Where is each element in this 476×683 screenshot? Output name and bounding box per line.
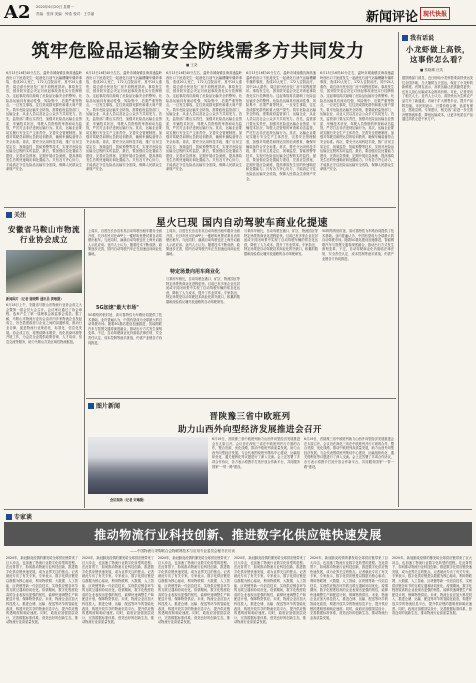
expert-subline: ——中国物流与采购联合会物联网技术与应用专业委员会秘书长访谈 — [130, 549, 235, 553]
photo-news-title-2: 助力山西外向型经济发展推进会召开 — [177, 425, 322, 435]
tech-story-body-col2b: 与乘用车相比，自动驾驶在港口、矿区、物流园区等特定场景的商业化进程更快。目前已有多家企业在封闭或半封闭场景中实现了自动驾驶车辆的常态化运营，降低了人力成本，提升了作业效率。专家指出，特定场景是自动驾驶技术商业化的突破口，积累的数据和经验将反哺开放道路的自动驾驶研发。 — [166, 277, 240, 304]
editor-line: 责编：张萍 美编：钟浩 校对：王学丽 — [36, 12, 95, 16]
expert-headline-banner — [4, 522, 472, 546]
tech-story-body-col1a: 上周末，百度在长沙宣布其自动驾驶出租车服务全面开放，长沙市民可在APP上一键呼叫免费试乘自动驾驶出租车。与此同时，滴滴自动驾驶也在上海开启载人示范应用。业内人士认为，随着技术不断成熟、政策逐步完善，国内自动驾驶汽车正在加速迈向商业化落地。 — [88, 229, 162, 256]
local-news-title: 安徽省马鞍山市物流行业协会成立 — [8, 225, 80, 244]
sidebar-body: 据铁路部门消息，近日盱眙小龙虾搭乘高铁快运发往全国多地，当天捕捞当天送达，保证了小龙虾的新鲜度。有网友表示，高铁运输让美食跑得更快；也有人担心运输成本会推高价格。对此，记者采访了相关人士。业内人士认为，高铁快运为生鲜农产品打开了新通道，有助于扩大销售半径，提升产品附加值。市民则表示，只要价格合理、品质有保证，愿意尝鲜。专家建议，相关部门应进一步完善冷链物流体系，降低运输成本，让更多优质农产品通过高铁走进千家万户。 — [402, 76, 473, 122]
column-divider — [398, 32, 399, 507]
masthead — [0, 0, 476, 26]
photo-news-image — [88, 437, 208, 494]
main-story-byline: ■ 王尧 — [186, 63, 198, 67]
expert-body-col5: 2020年，新冠肺炎疫情的暴发给全球供应链带来了巨大冲击，也加速了物流行业数字化转型的进程。在此背景下，如何推动物流行业科技创新，推进数字化供应链快速发展，成为业界关注的焦点。记者就此专访了有关专家。专家表示，数字化供应链是以数据为核心驱动，利用物联网、大数据、人工智能、区块链等新一代信息技术，实现供应链各环节的互联互通和协同优化。疫情期间，数字化程度较高的企业表现出更强的韧性，能够快速调整生产和配送计划，保障物资供应。未来，物流企业应加大科技投入，推进仓储、运输、配送等环节的智能化改造，构建开放共享的物流信息平台，提升供应链的透明度和响应速度。同时，政府应加强顶层设计，完善数据标准体系，营造良好的创新生态，推动物流行业高质量发展。 — [310, 556, 388, 620]
expert-headline: 推动物流行业科技创新、推进数字化供应链快速发展 — [94, 527, 382, 542]
expert-body-col6: 2020年，新冠肺炎疫情的暴发给全球供应链带来了巨大冲击，也加速了物流行业数字化转型的进程。在此背景下，如何推动物流行业科技创新，推进数字化供应链快速发展，成为业界关注的焦点。记者就此专访了有关专家。专家表示，数字化供应链是以数据为核心驱动，利用物联网、大数据、人工智能、区块链等新一代信息技术，实现供应链各环节的互联互通和协同优化。疫情期间，数字化程度较高的企业表现出更强的韧性，能够快速调整生产和配送计划，保障物资供应。未来，物流企业应加大科技投入，推进仓储、运输、配送等环节的智能化改造，构建开放共享的物流信息平台，提升供应链的透明度和响应速度。同时，政府应加强顶层设计，完善数据标准体系，营造良好的创新生态，推动物流行业高质量发展。 — [392, 556, 472, 616]
local-news-tag-label: 关注 — [14, 212, 27, 219]
tag-marker-icon — [88, 403, 94, 409]
page-code: A2 — [4, 2, 31, 23]
main-story-title: 筑牢危险品运输安全防线需多方共同发力 — [31, 41, 365, 62]
section-divider-3 — [4, 509, 472, 510]
main-story-body-col3: 6月13日16时40分左右，温岭市城南镇沈海高速温岭西出口下匝道发生一起液化石油气运输槽罐车爆炸事故，造成20人死亡，172人住院治疗，其中24人重伤，周边部分民房及厂房不同程度损坏。事故发生后，国务院安委会决定对该起事故查处实行挂牌督办。这起事故再次敲响了危险品运输安全的警钟。危险品运输具有流动性强、风险集中、后果严重等特点，一旦发生事故，往往造成群死群伤和重大财产损失。筑牢危险品运输安全防线，需要政府监管部门、运输企业、从业人员以及社会公众多方共同发力。首先，监管部门要压实责任，加强对危险品运输企业资质、车辆技术状况、驾驶人员资格的审查和动态监管，严厉打击非法违规运输行为。其次，运输企业要切实履行安全生产主体责任，完善安全管理制度，加强对驾驶员和押运员的培训教育，确保车辆装备符合安全标准。再次，要充分运用科技手段，推广应用卫星定位、视频监控、智能预警等技术，实现对危险品运输全过程的实时监控。最后，要加强应急处置能力建设，完善应急预案，定期开展应急演练，提高事故发生后的快速响应和处置能力。只有各方齐心协力，才能真正守住危险品运输安全底线，保障人民群众生命财产安全。 — [166, 71, 242, 172]
sidebar-tag-label: 我有话说 — [410, 35, 435, 42]
expert-body-col3: 2020年，新冠肺炎疫情的暴发给全球供应链带来了巨大冲击，也加速了物流行业数字化转型的进程。在此背景下，如何推动物流行业科技创新，推进数字化供应链快速发展，成为业界关注的焦点。记者就此专访了有关专家。专家表示，数字化供应链是以数据为核心驱动，利用物联网、大数据、人工智能、区块链等新一代信息技术，实现供应链各环节的互联互通和协同优化。疫情期间，数字化程度较高的企业表现出更强的韧性，能够快速调整生产和配送计划，保障物资供应。未来，物流企业应加大科技投入，推进仓储、运输、配送等环节的智能化改造，构建开放共享的物流信息平台，提升供应链的透明度和响应速度。同时，政府应加强顶层设计，完善数据标准体系，营造良好的创新生态，推动物流行业高质量发展。 — [158, 556, 230, 625]
expert-tag — [6, 512, 32, 521]
tech-story-body-col4: 5G网络的低时延、高可靠特性为车路协同提供了技术基础。业内普遍认为，中国有望成为全球最大的自动驾驶市场。随着5G基站建设加速推进，智能网联汽车与智慧交通将深度融合，推动出行方式发生深刻变革。不过，自动驾驶商业化仍面临法律法规、安全责任认定、成本控制等诸多挑战，仍需产业链各方协同推进。 — [322, 229, 394, 261]
section-title: 新闻评论 — [366, 10, 419, 25]
sidebar-title: 小龙虾做上高铁，这事你怎么看？ — [406, 45, 470, 64]
main-story-body-col4: 6月13日16时40分左右，温岭市城南镇沈海高速温岭西出口下匝道发生一起液化石油气运输槽罐车爆炸事故，造成20人死亡，172人住院治疗，其中24人重伤，周边部分民房及厂房不同程度损坏。事故发生后，国务院安委会决定对该起事故查处实行挂牌督办。这起事故再次敲响了危险品运输安全的警钟。危险品运输具有流动性强、风险集中、后果严重等特点，一旦发生事故，往往造成群死群伤和重大财产损失。筑牢危险品运输安全防线，需要政府监管部门、运输企业、从业人员以及社会公众多方共同发力。首先，监管部门要压实责任，加强对危险品运输企业资质、车辆技术状况、驾驶人员资格的审查和动态监管，严厉打击非法违规运输行为。其次，运输企业要切实履行安全生产主体责任，完善安全管理制度，加强对驾驶员和押运员的培训教育，确保车辆装备符合安全标准。再次，要充分运用科技手段，推广应用卫星定位、视频监控、智能预警等技术，实现对危险品运输全过程的实时监控。最后，要加强应急处置能力建设，完善应急预案，定期开展应急演练，提高事故发生后的快速响应和处置能力。只有各方齐心协力，才能真正守住危险品运输安全底线，保障人民群众生命财产安全。 — [246, 71, 316, 181]
local-news-divider — [84, 209, 85, 508]
local-news-photo — [6, 250, 82, 293]
photo-news-body-col2: 6月19日，晋陕豫三省中欧班列助力山西外向型经济发展推进会在太原召开。会议旨在深化三省在中欧班列开行方面的合作，整合货源、优化线路，推动中欧班列高质量发展，助力山西外向型经济发展。与会代表围绕班列集结中心建设、运输组织优化、通关便利化等议题进行了深入交流。会上还签署了多项合作协议，各方表示将携手打造开放合作新平台，共同服务国家"一带一路"建设。 — [304, 437, 394, 469]
photo-news-tag — [88, 401, 120, 410]
tech-story-subhead-1: 特定场景向用车商业化 — [170, 269, 221, 275]
tag-marker-icon — [6, 212, 12, 218]
tag-marker-icon — [6, 514, 12, 520]
section-divider-1 — [4, 207, 396, 208]
main-story-body-col2: 6月13日16时40分左右，温岭市城南镇沈海高速温岭西出口下匝道发生一起液化石油气运输槽罐车爆炸事故，造成20人死亡，172人住院治疗，其中24人重伤，周边部分民房及厂房不同程度损坏。事故发生后，国务院安委会决定对该起事故查处实行挂牌督办。这起事故再次敲响了危险品运输安全的警钟。危险品运输具有流动性强、风险集中、后果严重等特点，一旦发生事故，往往造成群死群伤和重大财产损失。筑牢危险品运输安全防线，需要政府监管部门、运输企业、从业人员以及社会公众多方共同发力。首先，监管部门要压实责任，加强对危险品运输企业资质、车辆技术状况、驾驶人员资格的审查和动态监管，严厉打击非法违规运输行为。其次，运输企业要切实履行安全生产主体责任，完善安全管理制度，加强对驾驶员和押运员的培训教育，确保车辆装备符合安全标准。再次，要充分运用科技手段，推广应用卫星定位、视频监控、智能预警等技术，实现对危险品运输全过程的实时监控。最后，要加强应急处置能力建设，完善应急预案，定期开展应急演练，提高事故发生后的快速响应和处置能力。只有各方齐心协力，才能真正守住危险品运输安全底线，保障人民群众生命财产安全。 — [86, 71, 162, 172]
local-news-tag — [6, 210, 26, 219]
expert-body-col4: 2020年，新冠肺炎疫情的暴发给全球供应链带来了巨大冲击，也加速了物流行业数字化转型的进程。在此背景下，如何推动物流行业科技创新，推进数字化供应链快速发展，成为业界关注的焦点。记者就此专访了有关专家。专家表示，数字化供应链是以数据为核心驱动，利用物联网、大数据、人工智能、区块链等新一代信息技术，实现供应链各环节的互联互通和协同优化。疫情期间，数字化程度较高的企业表现出更强的韧性，能够快速调整生产和配送计划，保障物资供应。未来，物流企业应加大科技投入，推进仓储、运输、配送等环节的智能化改造，构建开放共享的物流信息平台，提升供应链的透明度和响应速度。同时，政府应加强顶层设计，完善数据标准体系，营造良好的创新生态，推动物流行业高质量发展。 — [234, 556, 306, 625]
expert-tag-label: 专家谈 — [14, 514, 33, 521]
photo-news-caption: 会议现场（记者 宋琳摄） — [110, 498, 147, 502]
photo-news-tag-label: 图片新闻 — [96, 403, 121, 410]
tech-story-title: 星火已现 国内自动驾驶车商业化提速 — [156, 218, 328, 229]
expert-body-col1: 2020年，新冠肺炎疫情的暴发给全球供应链带来了巨大冲击，也加速了物流行业数字化转型的进程。在此背景下，如何推动物流行业科技创新，推进数字化供应链快速发展，成为业界关注的焦点。记者就此专访了有关专家。专家表示，数字化供应链是以数据为核心驱动，利用物联网、大数据、人工智能、区块链等新一代信息技术，实现供应链各环节的互联互通和协同优化。疫情期间，数字化程度较高的企业表现出更强的韧性，能够快速调整生产和配送计划，保障物资供应。未来，物流企业应加大科技投入，推进仓储、运输、配送等环节的智能化改造，构建开放共享的物流信息平台，提升供应链的透明度和响应速度。同时，政府应加强顶层设计，完善数据标准体系，营造良好的创新生态，推动物流行业高质量发展。 — [6, 556, 78, 625]
date-line: 2020年6月20日 星期一 — [36, 5, 74, 9]
tag-marker-icon — [402, 35, 408, 41]
sidebar-tag — [402, 33, 434, 42]
paper-name: 现代快报 — [420, 7, 450, 20]
sidebar-byline: ■ 蔡晓琳 汪英 — [420, 68, 444, 72]
main-story-body-col1: 6月13日16时40分左右，温岭市城南镇沈海高速温岭西出口下匝道发生一起液化石油气运输槽罐车爆炸事故，造成20人死亡，172人住院治疗，其中24人重伤，周边部分民房及厂房不同程度损坏。事故发生后，国务院安委会决定对该起事故查处实行挂牌督办。这起事故再次敲响了危险品运输安全的警钟。危险品运输具有流动性强、风险集中、后果严重等特点，一旦发生事故，往往造成群死群伤和重大财产损失。筑牢危险品运输安全防线，需要政府监管部门、运输企业、从业人员以及社会公众多方共同发力。首先，监管部门要压实责任，加强对危险品运输企业资质、车辆技术状况、驾驶人员资格的审查和动态监管，严厉打击非法违规运输行为。其次，运输企业要切实履行安全生产主体责任，完善安全管理制度，加强对驾驶员和押运员的培训教育，确保车辆装备符合安全标准。再次，要充分运用科技手段，推广应用卫星定位、视频监控、智能预警等技术，实现对危险品运输全过程的实时监控。最后，要加强应急处置能力建设，完善应急预案，定期开展应急演练，提高事故发生后的快速响应和处置能力。只有各方齐心协力，才能真正守住危险品运输安全底线，保障人民群众生命财产安全。 — [6, 71, 82, 172]
photo-news-title-1: 晋陕豫三省中欧班列 — [209, 412, 291, 422]
tech-story-subhead-2: 5G加速"最大市场" — [96, 305, 139, 311]
tech-story-body-col1b: 5G网络的低时延、高可靠特性为车路协同提供了技术基础。业内普遍认为，中国有望成为全球最大的自动驾驶市场。随着5G基站建设加速推进，智能网联汽车与智慧交通将深度融合，推动出行方式发生深刻变革。不过，自动驾驶商业化仍面临法律法规、安全责任认定、成本控制等诸多挑战，仍需产业链各方协同推进。 — [88, 313, 162, 345]
local-news-caption: 新闻图片（记者 谢晓辉 通讯员 黄敏摄） — [6, 297, 64, 301]
photo-news-body-col1: 6月19日，晋陕豫三省中欧班列助力山西外向型经济发展推进会在太原召开。会议旨在深化三省在中欧班列开行方面的合作，整合货源、优化线路，推动中欧班列高质量发展，助力山西外向型经济发展。与会代表围绕班列集结中心建设、运输组织优化、通关便利化等议题进行了深入交流。会上还签署了多项合作协议，各方表示将携手打造开放合作新平台，共同服务国家"一带一路"建设。 — [212, 437, 300, 469]
section-divider-2 — [86, 398, 396, 399]
expert-body-col2: 2020年，新冠肺炎疫情的暴发给全球供应链带来了巨大冲击，也加速了物流行业数字化转型的进程。在此背景下，如何推动物流行业科技创新，推进数字化供应链快速发展，成为业界关注的焦点。记者就此专访了有关专家。专家表示，数字化供应链是以数据为核心驱动，利用物联网、大数据、人工智能、区块链等新一代信息技术，实现供应链各环节的互联互通和协同优化。疫情期间，数字化程度较高的企业表现出更强的韧性，能够快速调整生产和配送计划，保障物资供应。未来，物流企业应加大科技投入，推进仓储、运输、配送等环节的智能化改造，构建开放共享的物流信息平台，提升供应链的透明度和响应速度。同时，政府应加强顶层设计，完善数据标准体系，营造良好的创新生态，推动物流行业高质量发展。 — [82, 556, 154, 625]
tech-story-body-col2: 上周末，百度在长沙宣布其自动驾驶出租车服务全面开放，长沙市民可在APP上一键呼叫免费试乘自动驾驶出租车。与此同时，滴滴自动驾驶也在上海开启载人示范应用。业内人士认为，随着技术不断成熟、政策逐步完善，国内自动驾驶汽车正在加速迈向商业化落地。 — [166, 229, 240, 256]
tech-story-body-col3: 与乘用车相比，自动驾驶在港口、矿区、物流园区等特定场景的商业化进程更快。目前已有多家企业在封闭或半封闭场景中实现了自动驾驶车辆的常态化运营，降低了人力成本，提升了作业效率。专家指出，特定场景是自动驾驶技术商业化的突破口，积累的数据和经验将反哺开放道路的自动驾驶研发。 — [244, 229, 318, 256]
main-story-body-col5: 6月13日16时40分左右，温岭市城南镇沈海高速温岭西出口下匝道发生一起液化石油气运输槽罐车爆炸事故，造成20人死亡，172人住院治疗，其中24人重伤，周边部分民房及厂房不同程度损坏。事故发生后，国务院安委会决定对该起事故查处实行挂牌督办。这起事故再次敲响了危险品运输安全的警钟。危险品运输具有流动性强、风险集中、后果严重等特点，一旦发生事故，往往造成群死群伤和重大财产损失。筑牢危险品运输安全防线，需要政府监管部门、运输企业、从业人员以及社会公众多方共同发力。首先，监管部门要压实责任，加强对危险品运输企业资质、车辆技术状况、驾驶人员资格的审查和动态监管，严厉打击非法违规运输行为。其次，运输企业要切实履行安全生产主体责任，完善安全管理制度，加强对驾驶员和押运员的培训教育，确保车辆装备符合安全标准。再次，要充分运用科技手段，推广应用卫星定位、视频监控、智能预警等技术，实现对危险品运输全过程的实时监控。最后，要加强应急处置能力建设，完善应急预案，定期开展应急演练，提高事故发生后的快速响应和处置能力。只有各方齐心协力，才能真正守住危险品运输安全底线，保障人民群众生命财产安全。 — [320, 71, 394, 172]
local-news-body: 6月18日上午，安徽省马鞍山市物流行业协会成立大会暨第一届会员大会召开。会议审议通过了协会章程，选举产生了第一届理事会和监事会成员。据了解，马鞍山市物流行业协会由市内多家物流企业发起成立，旨在搭建政府与企业之间的沟通桥梁，推动行业自律，促进物流行业规范化、标准化、信息化发展。协会成立后，将围绕降本增效、优化营商环境等开展工作，为会员企业提供政策咨询、人才培训、信息交流等服务，助力马鞍山打造区域性物流枢纽。 — [6, 303, 82, 344]
